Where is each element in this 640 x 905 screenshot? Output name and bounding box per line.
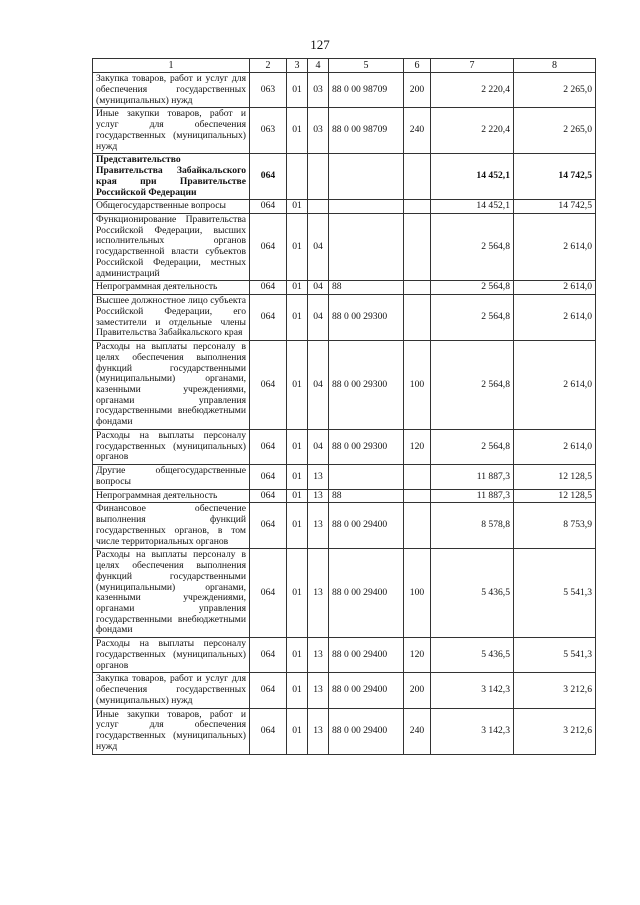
section-code-cell: 01: [287, 429, 308, 464]
subsection-code-cell: 13: [308, 638, 329, 673]
subsection-code-cell: 03: [308, 73, 329, 108]
department-code-cell: 064: [250, 429, 287, 464]
amount-year1-cell: 2 220,4: [431, 108, 514, 154]
subsection-code-cell: 04: [308, 429, 329, 464]
expense-type-cell: 120: [404, 429, 431, 464]
expense-type-cell: [404, 154, 431, 200]
table-row: [93, 673, 596, 708]
amount-year1-cell: 2 564,8: [431, 295, 514, 341]
amount-year2-cell: 5 541,3: [514, 638, 596, 673]
expense-name-cell: Общегосударственные вопросы: [93, 200, 250, 214]
amount-year2-cell: 2 614,0: [514, 341, 596, 430]
amount-year2-cell: 3 212,6: [514, 708, 596, 754]
subsection-code-cell: 13: [308, 465, 329, 489]
amount-year2-cell: 12 128,5: [514, 489, 596, 503]
subsection-code-cell: 04: [308, 214, 329, 281]
expense-type-cell: 200: [404, 673, 431, 708]
expense-type-cell: 100: [404, 549, 431, 638]
amount-year2-cell: 5 541,3: [514, 549, 596, 638]
subsection-code-cell: [308, 154, 329, 200]
amount-year1-cell: 5 436,5: [431, 549, 514, 638]
subsection-code-cell: 13: [308, 489, 329, 503]
budget-table: [92, 58, 596, 755]
subsection-code-cell: 13: [308, 503, 329, 549]
expense-type-cell: [404, 200, 431, 214]
table-row: [93, 503, 596, 549]
department-code-cell: 064: [250, 465, 287, 489]
amount-year1-cell: 2 564,8: [431, 281, 514, 295]
table-row: [93, 489, 596, 503]
department-code-cell: 064: [250, 281, 287, 295]
amount-year2-cell: 2 614,0: [514, 295, 596, 341]
table-row: [93, 200, 596, 214]
expense-name-cell: Расходы на выплаты персоналу государственных (муниципальных) органов: [93, 638, 250, 673]
department-code-cell: 064: [250, 673, 287, 708]
section-code-cell: 01: [287, 341, 308, 430]
expense-name-cell: Иные закупки товаров, работ и услуг для обеспечения государственных (муниципальных) нужд: [93, 708, 250, 754]
department-code-cell: 064: [250, 154, 287, 200]
table-row: [93, 214, 596, 281]
subsection-code-cell: [308, 200, 329, 214]
subsection-code-cell: 13: [308, 673, 329, 708]
amount-year1-cell: 2 564,8: [431, 214, 514, 281]
table-row: [93, 154, 596, 200]
section-code-cell: 01: [287, 638, 308, 673]
department-code-cell: 063: [250, 73, 287, 108]
amount-year2-cell: 2 614,0: [514, 214, 596, 281]
section-code-cell: 01: [287, 214, 308, 281]
department-code-cell: 063: [250, 108, 287, 154]
expense-type-cell: 240: [404, 108, 431, 154]
target-article-cell: 88: [329, 281, 404, 295]
column-header: 6: [404, 59, 431, 73]
table-row: [93, 108, 596, 154]
subsection-code-cell: 04: [308, 281, 329, 295]
expense-type-cell: 100: [404, 341, 431, 430]
amount-year2-cell: 2 614,0: [514, 429, 596, 464]
amount-year2-cell: 2 614,0: [514, 281, 596, 295]
department-code-cell: 064: [250, 638, 287, 673]
expense-name-cell: Расходы на выплаты персоналу в целях обеспечения выполнения функций государственными (муниципальными) органами, казенными учреждениями, органами управления государственными внебюджетными фондами: [93, 341, 250, 430]
column-header: 2: [250, 59, 287, 73]
expense-name-cell: Высшее должностное лицо субъекта Российской Федерации, его заместители и отдельные члены Правительства Забайкальского края: [93, 295, 250, 341]
expense-name-cell: Функционирование Правительства Российской Федерации, высших исполнительных органов государственной власти субъектов Российской Федерации, местных администраций: [93, 214, 250, 281]
table-row: [93, 73, 596, 108]
table-row: [93, 341, 596, 430]
section-code-cell: 01: [287, 295, 308, 341]
expense-name-cell: Представительство Правительства Забайкальского края при Правительстве Российской Федерации: [93, 154, 250, 200]
amount-year1-cell: 2 220,4: [431, 73, 514, 108]
target-article-cell: 88 0 00 29300: [329, 429, 404, 464]
department-code-cell: 064: [250, 341, 287, 430]
amount-year2-cell: 14 742,5: [514, 154, 596, 200]
column-number-row: [93, 59, 596, 73]
amount-year1-cell: 8 578,8: [431, 503, 514, 549]
expense-name-cell: Расходы на выплаты персоналу в целях обеспечения выполнения функций государственными (муниципальными) органами, казенными учреждениями, органами управления государственными внебюджетными фондами: [93, 549, 250, 638]
table-row: [93, 465, 596, 489]
target-article-cell: 88 0 00 98709: [329, 108, 404, 154]
column-header: 8: [514, 59, 596, 73]
amount-year1-cell: 11 887,3: [431, 489, 514, 503]
table-row: [93, 281, 596, 295]
amount-year1-cell: 2 564,8: [431, 429, 514, 464]
amount-year1-cell: 11 887,3: [431, 465, 514, 489]
expense-name-cell: Непрограммная деятельность: [93, 489, 250, 503]
subsection-code-cell: 04: [308, 295, 329, 341]
target-article-cell: 88 0 00 29400: [329, 549, 404, 638]
target-article-cell: 88 0 00 29300: [329, 295, 404, 341]
table-row: [93, 295, 596, 341]
section-code-cell: 01: [287, 200, 308, 214]
section-code-cell: 01: [287, 489, 308, 503]
target-article-cell: [329, 200, 404, 214]
section-code-cell: [287, 154, 308, 200]
department-code-cell: 064: [250, 200, 287, 214]
amount-year2-cell: 2 265,0: [514, 73, 596, 108]
table-row: [93, 708, 596, 754]
target-article-cell: [329, 154, 404, 200]
table-row: [93, 549, 596, 638]
expense-name-cell: Иные закупки товаров, работ и услуг для обеспечения государственных (муниципальных) нужд: [93, 108, 250, 154]
amount-year1-cell: 3 142,3: [431, 708, 514, 754]
expense-type-cell: [404, 465, 431, 489]
section-code-cell: 01: [287, 503, 308, 549]
target-article-cell: 88 0 00 29400: [329, 673, 404, 708]
target-article-cell: 88 0 00 29400: [329, 503, 404, 549]
amount-year2-cell: 8 753,9: [514, 503, 596, 549]
amount-year1-cell: 14 452,1: [431, 154, 514, 200]
section-code-cell: 01: [287, 108, 308, 154]
expense-type-cell: 200: [404, 73, 431, 108]
section-code-cell: 01: [287, 708, 308, 754]
table-row: [93, 638, 596, 673]
expense-type-cell: [404, 214, 431, 281]
expense-type-cell: [404, 281, 431, 295]
department-code-cell: 064: [250, 549, 287, 638]
subsection-code-cell: 13: [308, 549, 329, 638]
column-header: 5: [329, 59, 404, 73]
target-article-cell: 88: [329, 489, 404, 503]
department-code-cell: 064: [250, 295, 287, 341]
amount-year1-cell: 14 452,1: [431, 200, 514, 214]
target-article-cell: [329, 214, 404, 281]
amount-year2-cell: 3 212,6: [514, 673, 596, 708]
amount-year1-cell: 5 436,5: [431, 638, 514, 673]
expense-type-cell: [404, 503, 431, 549]
department-code-cell: 064: [250, 214, 287, 281]
amount-year1-cell: 3 142,3: [431, 673, 514, 708]
amount-year2-cell: 2 265,0: [514, 108, 596, 154]
expense-type-cell: 240: [404, 708, 431, 754]
section-code-cell: 01: [287, 281, 308, 295]
section-code-cell: 01: [287, 73, 308, 108]
target-article-cell: [329, 465, 404, 489]
subsection-code-cell: 03: [308, 108, 329, 154]
subsection-code-cell: 13: [308, 708, 329, 754]
table-row: [93, 429, 596, 464]
column-header: 3: [287, 59, 308, 73]
column-header: 1: [93, 59, 250, 73]
department-code-cell: 064: [250, 489, 287, 503]
column-header: 4: [308, 59, 329, 73]
target-article-cell: 88 0 00 29300: [329, 341, 404, 430]
expense-name-cell: Другие общегосударственные вопросы: [93, 465, 250, 489]
amount-year1-cell: 2 564,8: [431, 341, 514, 430]
amount-year2-cell: 14 742,5: [514, 200, 596, 214]
expense-name-cell: Закупка товаров, работ и услуг для обеспечения государственных (муниципальных) нужд: [93, 73, 250, 108]
expense-name-cell: Непрограммная деятельность: [93, 281, 250, 295]
department-code-cell: 064: [250, 708, 287, 754]
expense-name-cell: Финансовое обеспечение выполнения функций государственных органов, в том числе территориальных органов: [93, 503, 250, 549]
department-code-cell: 064: [250, 503, 287, 549]
subsection-code-cell: 04: [308, 341, 329, 430]
expense-name-cell: Расходы на выплаты персоналу государственных (муниципальных) органов: [93, 429, 250, 464]
section-code-cell: 01: [287, 549, 308, 638]
expense-type-cell: [404, 295, 431, 341]
expense-type-cell: 120: [404, 638, 431, 673]
expense-type-cell: [404, 489, 431, 503]
section-code-cell: 01: [287, 465, 308, 489]
page-number: 127: [310, 37, 330, 52]
amount-year2-cell: 12 128,5: [514, 465, 596, 489]
target-article-cell: 88 0 00 29400: [329, 638, 404, 673]
section-code-cell: 01: [287, 673, 308, 708]
expense-name-cell: Закупка товаров, работ и услуг для обеспечения государственных (муниципальных) нужд: [93, 673, 250, 708]
column-header: 7: [431, 59, 514, 73]
target-article-cell: 88 0 00 98709: [329, 73, 404, 108]
target-article-cell: 88 0 00 29400: [329, 708, 404, 754]
